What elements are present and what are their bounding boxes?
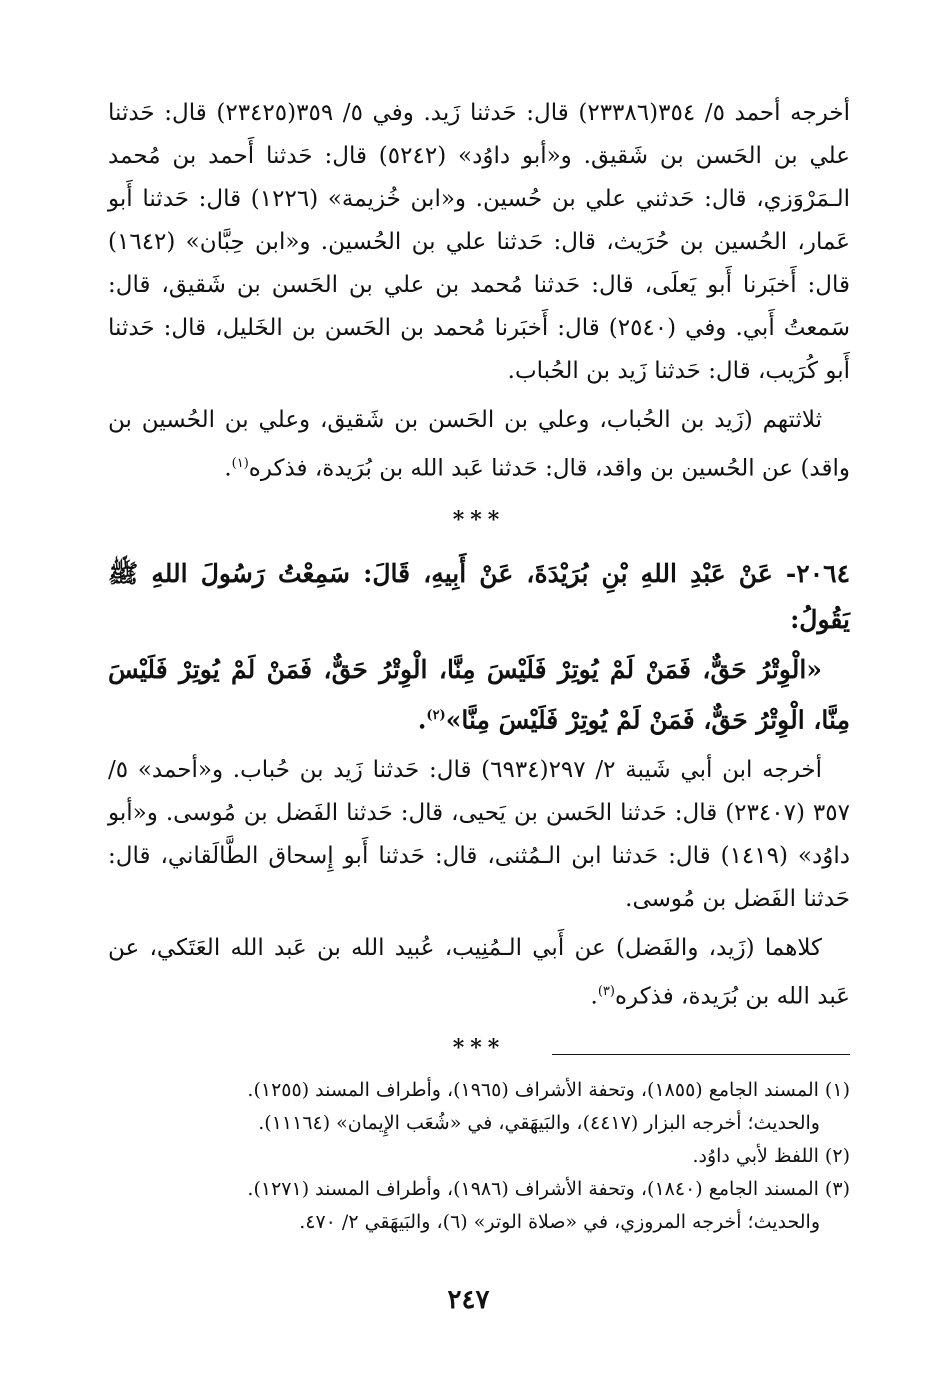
section-separator: *** (452, 1034, 506, 1061)
hadith-heading: ٢٠٦٤- عَنْ عَبْدِ اللهِ بْنِ بُرَيْدَةَ، عَنْ أَبِيهِ، قَالَ: سَمِعْتُ رَسُولَ اللهِ ﷺ يَقُولُ: (108, 558, 850, 634)
takhrij-paragraph-4 (108, 927, 850, 1019)
footnotes (108, 1074, 850, 1239)
takhrij-paragraph-2 (108, 399, 850, 491)
footnote-ref-2: (٢) (426, 707, 446, 723)
footnote-1: (١) المسند الجامع (١٨٥٥)، وتحفة الأشراف (١٩٦٥)، وأطراف المسند (١٢٥٥). (247, 1079, 850, 1101)
paragraph-text: كلاهما (زَيد، والفَضل) عن أَبي الـمُنِيب، عُبيد الله بن عَبد الله العَتَكي، عن عَبد الله بن بُرَيدة، فذكره (108, 934, 850, 1010)
paragraph-text: ثلاثتهم (زَيد بن الحُباب، وعلي بن الحَسن بن شَقيق، وعلي بن الحُسين بن واقد) عن الحُسين بن واقد، قال: حَدثنا عَبد الله بن بُرَيدة، فذكره (108, 407, 850, 482)
takhrij-paragraph-3: أخرجه ابن أبي شَيبة ٢/ ٢٩٧(٦٩٣٤) قال: حَدثنا زَيد بن حُباب. و«أحمد» ٥/ ٣٥٧ (٢٣٤٠٧) قال: حَدثنا الحَسن بن يَحيى، قال: حَدثنا الفَضل بن مُوسى. و«أبو داوُد» (١٤١٩) قال: حَدثنا ابن الـمُثنى، قال: حَدثنا أَبو إِسحاق الطَّالَقاني، قال: حَدثنا الفَضل بن مُوسى. (108, 756, 850, 912)
footnote-divider (552, 1054, 850, 1055)
hadith-text (108, 647, 850, 743)
takhrij-paragraph-1: أخرجه أحمد ٥/ ٣٥٤(٢٣٣٨٦) قال: حَدثنا زَيد. وفي ٥/ ٣٥٩(٢٣٤٢٥) قال: حَدثنا علي بن الحَسن بن شَقيق. و«أبو داوُد» (٥٢٤٢) قال: حَدثنا أَحمد بن مُحمد الـمَرْوَزي، قال: حَدثني علي بن حُسين. و«ابن خُزيمة» (١٢٢٦) قال: حَدثنا أَبو عَمار، الحُسين بن حُرَيث، قال: حَدثنا علي بن الحُسين. و«ابن حِبَّان» (١٦٤٢) قال: أَخبَرنا أَبو يَعلَى، قال: حَدثنا مُحمد بن علي بن الحَسن بن شَقيق، قال: سَمعتُ أَبي. وفي (٢٥٤٠) قال: أَخبَرنا مُحمد بن الحَسن بن الخَليل، قال: حَدثنا أَبو كُرَيب، قال: حَدثنا زَيد بن الحُباب. (108, 100, 851, 384)
page-number: ٢٤٧ (447, 1285, 490, 1315)
hadith-end: . (417, 704, 427, 734)
footnote-3-continued: والحديث؛ أخرجه المروزي، في «صلاة الوتر» (٦)، والبَيهَقي ٢/ ٤٧٠. (299, 1211, 820, 1233)
paragraph-end: . (224, 455, 232, 482)
paragraph-end: . (590, 983, 598, 1010)
main-text (108, 92, 850, 1079)
footnote-ref-1: (١) (231, 456, 249, 471)
hadith-matn: «الْوِتْرُ حَقٌّ، فَمَنْ لَمْ يُوتِرْ فَلَيْسَ مِنَّا، الْوِتْرُ حَقٌّ، فَمَنْ لَمْ يُوتِرْ فَلَيْسَ مِنَّا، الْوِتْرُ حَقٌّ، فَمَنْ لَمْ يُوتِرْ فَلَيْسَ مِنَّا» (108, 654, 850, 734)
footnote-3: (٣) المسند الجامع (١٨٤٠)، وتحفة الأشراف (١٩٨٦)، وأطراف المسند (١٢٧١). (247, 1178, 850, 1200)
footnote-ref-3: (٣) (597, 983, 615, 999)
footnote-2: (٢) اللفظ لأبي داوُد. (692, 1145, 850, 1167)
section-separator: *** (452, 506, 506, 533)
footnote-1-continued: والحديث؛ أخرجه البزار (٤٤١٧)، والبَيهَقي، في «شُعَب الإِيمان» (١١١٦٤). (258, 1112, 820, 1134)
